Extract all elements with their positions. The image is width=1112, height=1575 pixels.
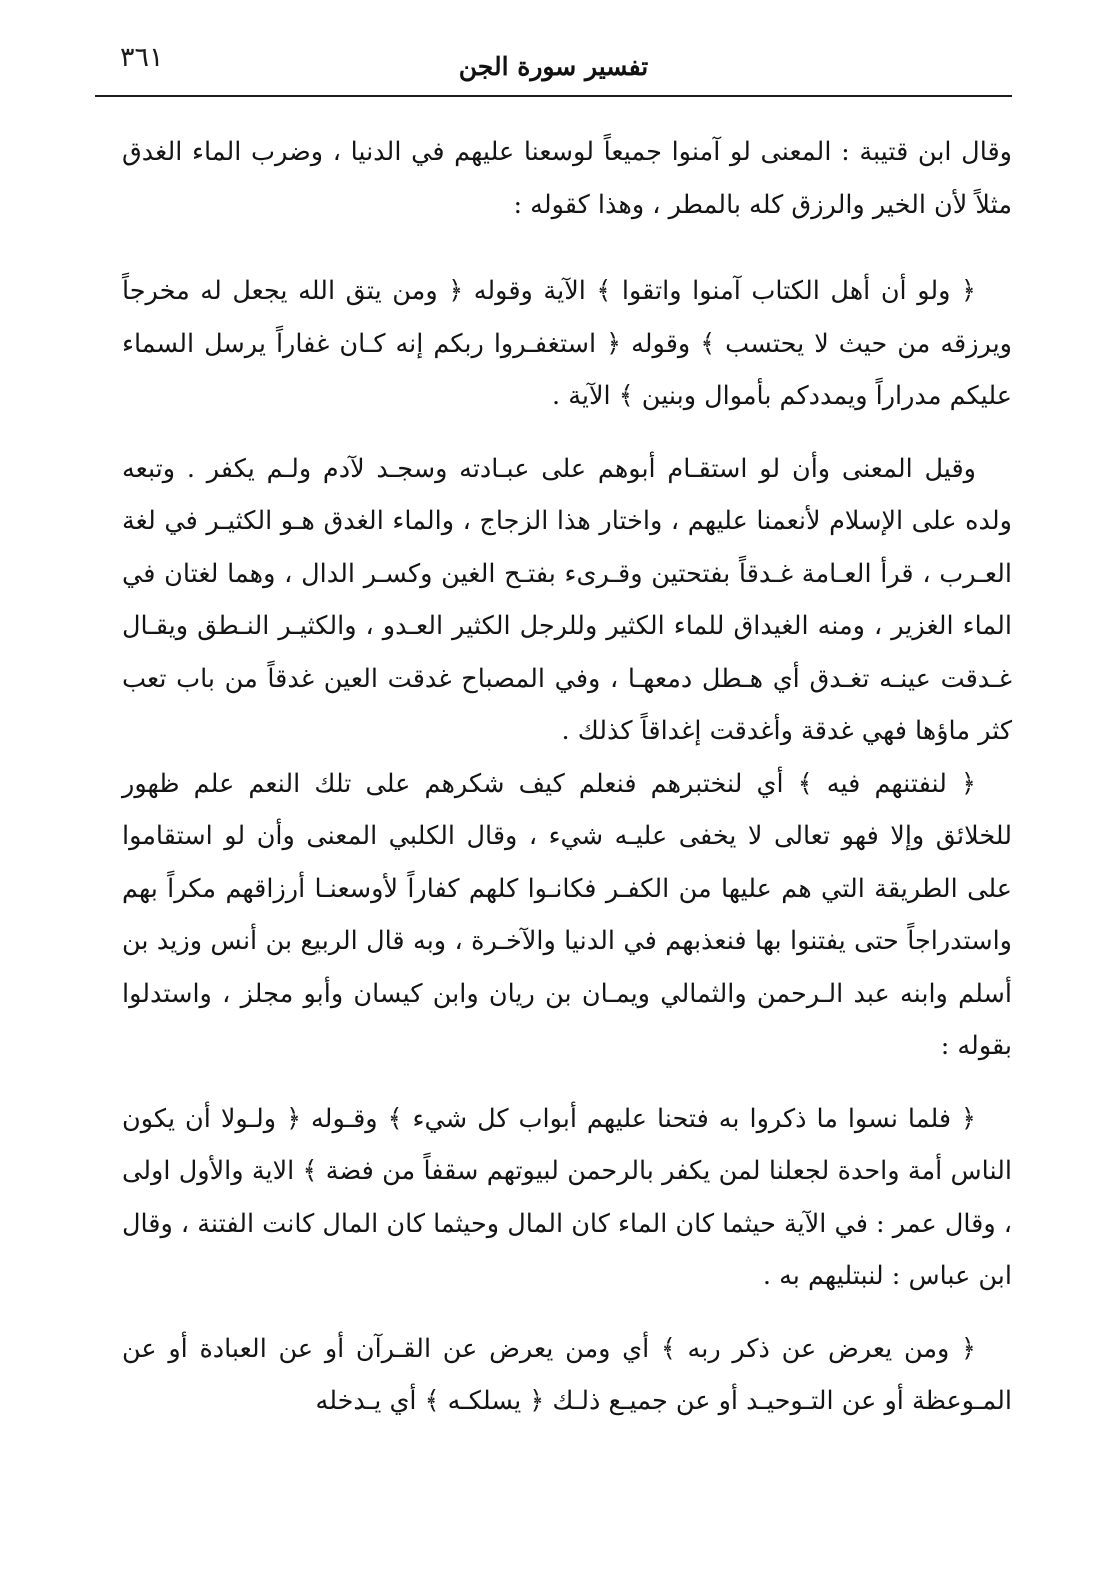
paragraph-6: ﴿ ومن يعرض عن ذكر ربه ﴾ أي ومن يعرض عن القـرآن أو عن العبادة أو عن المـوعظة أو عن التـوحيـد أو عن جميـع ذلـك ﴿ يسلكـه ﴾ أي يـدخله bbox=[122, 1333, 1012, 1416]
paragraph-4: ﴿ لنفتنهم فيه ﴾ أي لنختبرهم فنعلم كيف شكرهم على تلك النعم علم ظهور للخلائق وإلا فهو تعالى لا يخفى عليـه شيء ، وقال الكلبي المعنى وأن لو استقاموا على الطريقة التي هم عليها من الكفـر فكانـوا كلهم كفاراً لأوسعنـا أرزاقهم مكراً بهم واستدراجاً حتى يفتنوا بها فنعذبهم في الدنيا والآخـرة ، وبه قال الربيع بن أنس وزيد بن أسلم وابنه عبد الـرحمن والثمالي ويمـان بن ريان وابن كيسان وأبو مجلز ، واستدلوا بقوله : bbox=[122, 768, 1012, 1061]
paragraph-5: ﴿ فلما نسوا ما ذكروا به فتحنا عليهم أبواب كل شيء ﴾ وقـوله ﴿ ولـولا أن يكون الناس أمة واحدة لجعلنا لمن يكفر بالرحمن لبيوتهم سقفاً من فضة ﴾ الاية والأول اولى ، وقال عمر : في الآية حيثما كان الماء كان المال وحيثما كان المال كانت الفتنة ، وقال ابن عباس : لنبتليهم به . bbox=[122, 1103, 1012, 1291]
running-title: تفسير سورة الجن bbox=[458, 52, 649, 81]
page-body bbox=[122, 126, 1012, 1428]
paragraph-3: وقيل المعنى وأن لو استقـام أبوهم على عبـادته وسجـد لآدم ولـم يكفر . وتبعه ولده على الإسلام لأنعمنا عليهم ، واختار هذا الزجاج ، والماء الغدق هـو الكثيـر في لغة العـرب ، قرأ العـامة غـدقاً بفتحتين وقـرىء بفتـح الغين وكسـر الدال ، وهما لغتان في الماء الغزير ، ومنه الغيداق للماء الكثير وللرجل الكثير العـدو ، والكثيـر النـطق ويقـال غـدقت عينـه تغـدق أي هـطل دمعهـا ، وفي المصباح غدقت العين غدقاً من باب تعب كثر ماؤها فهي غدقة وأغدقت إغداقاً كذلك . bbox=[122, 453, 1012, 746]
page-header bbox=[95, 38, 1012, 96]
paragraph-1: وقال ابن قتيبة : المعنى لو آمنوا جميعاً لوسعنا عليهم في الدنيا ، وضرب الماء الغدق مثلاً لأن الخير والرزق كله بالمطر ، وهذا كقوله : bbox=[122, 137, 1012, 220]
page-number: ٣٦١ bbox=[120, 42, 164, 73]
header-rule bbox=[95, 95, 1012, 97]
paragraph-2: ﴿ ولو أن أهل الكتاب آمنوا واتقوا ﴾ الآية وقوله ﴿ ومن يتق الله يجعل له مخرجاً ويرزقه من حيث لا يحتسب ﴾ وقوله ﴿ استغفـروا ربكم إنه كـان غفاراً يرسل السماء عليكم مدراراً ويمددكم بأموال وبنين ﴾ الآية . bbox=[122, 276, 1012, 411]
